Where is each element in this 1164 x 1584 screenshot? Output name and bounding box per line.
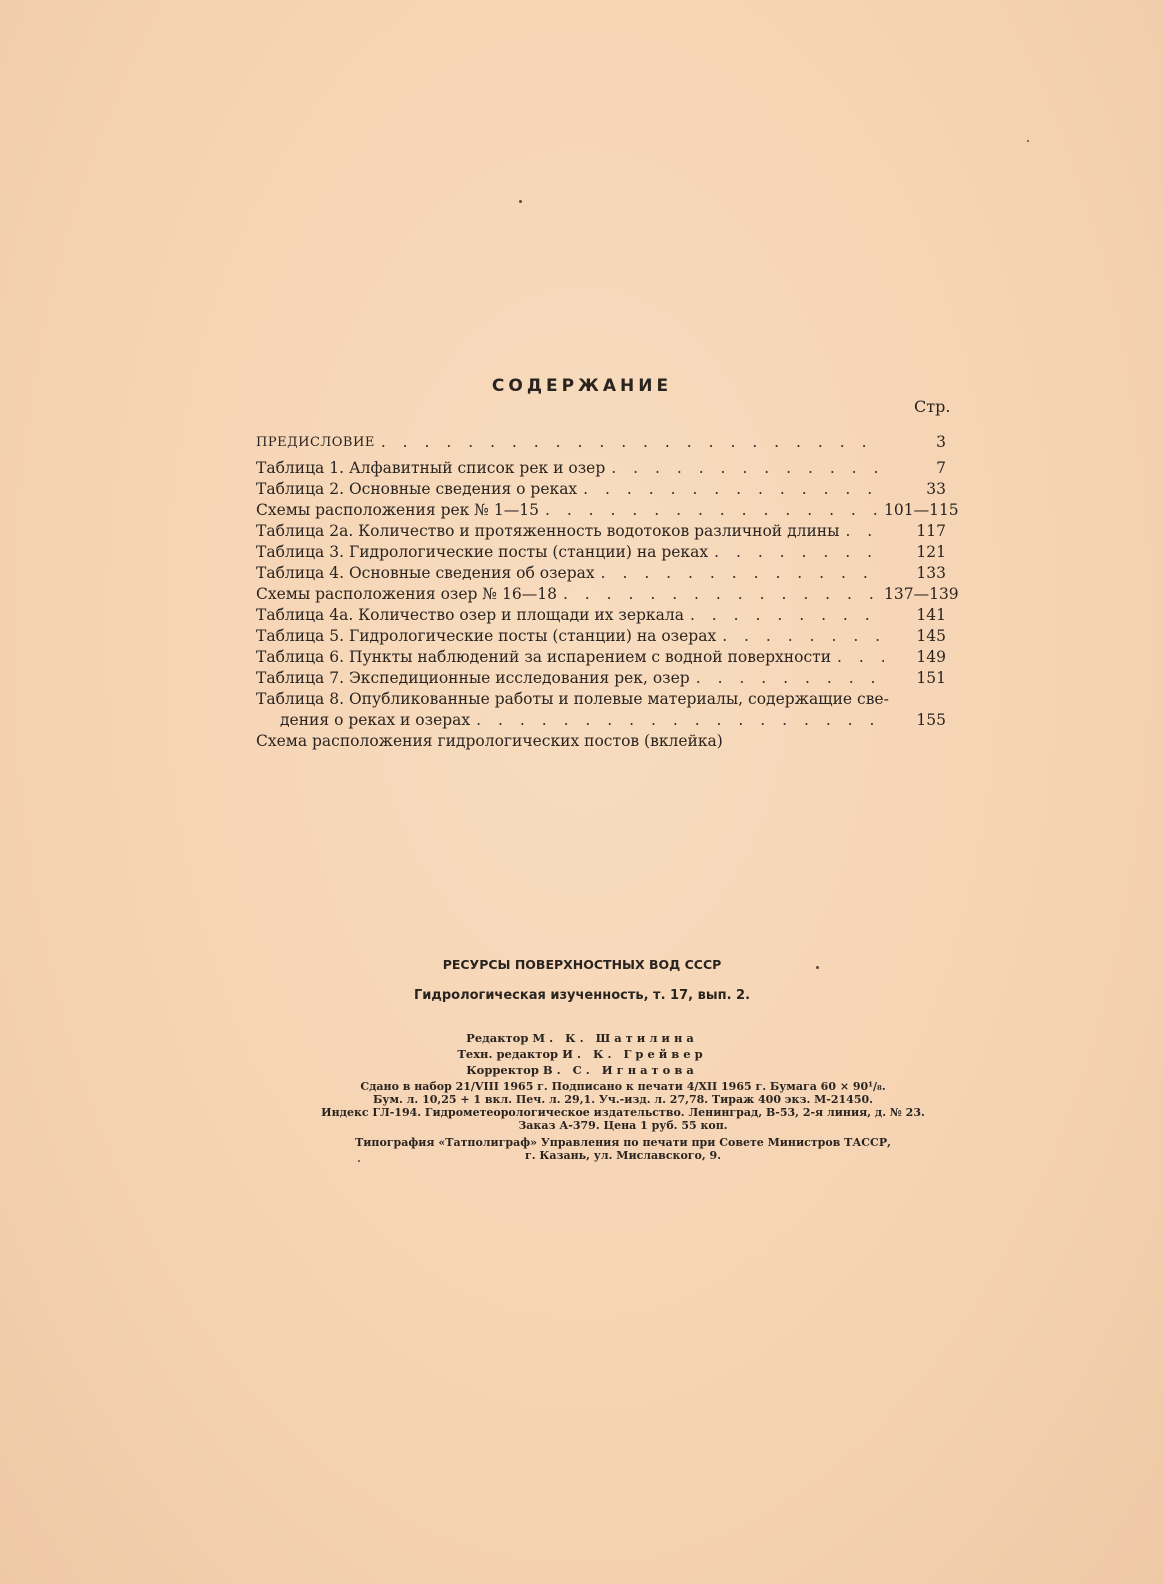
toc-entry-title: Таблица 5. Гидрологические посты (станции) на озерах (256, 627, 717, 645)
toc-leader-dots (716, 626, 884, 647)
credits (0, 1030, 1164, 1078)
proofreader-line: Корректор В. С. Игнатова (466, 1063, 698, 1077)
volume-title: Гидрологическая изученность, т. 17, вып. 2. (413, 988, 751, 1003)
toc-leader-dots (595, 563, 884, 584)
toc-entry-page: 133 (916, 564, 946, 582)
toc-leader-dots (690, 668, 884, 689)
toc-leader-dots (470, 710, 884, 731)
toc-entry-title: Таблица 6. Пункты наблюдений за испарением с водной поверхности (256, 648, 832, 666)
toc-entry-page: 7 (936, 459, 946, 477)
colophon-line: Заказ А-379. Цена 1 руб. 55 коп. (518, 1119, 728, 1132)
page-column-label: Стр. (914, 397, 951, 416)
toc-entry[interactable] (256, 563, 956, 584)
toc-entry[interactable] (256, 584, 959, 605)
paper-speck (816, 966, 819, 969)
toc-entry[interactable] (256, 521, 956, 542)
toc-entry[interactable] (256, 542, 956, 563)
toc-leader-dots (557, 584, 884, 605)
paper-speck (358, 1160, 360, 1162)
tech-editor-line: Техн. редактор И. К. Грейвер (457, 1047, 707, 1061)
toc-entry[interactable] (256, 605, 956, 626)
toc-leader-dots (577, 479, 884, 500)
colophon-line: Бум. л. 10,25 + 1 вкл. Печ. л. 29,1. Уч.-изд. л. 27,78. Тираж 400 экз. М-21450. (373, 1093, 873, 1106)
colophon-line: Типография «Татполиграф» Управления по печати при Совете Министров ТАССР, (355, 1136, 891, 1149)
toc-leader-dots (708, 542, 884, 563)
toc-entry-title: Схема расположения гидрологических постов (вклейка) (256, 732, 723, 750)
editor-line: Редактор М. К. Шатилина (466, 1031, 698, 1045)
toc-leader-dots (605, 458, 884, 479)
toc-entry[interactable] (256, 432, 956, 453)
editor-name: М. К. Шатилина (532, 1031, 698, 1045)
toc-entry-title: ПРЕДИСЛОВИЕ (256, 435, 375, 450)
colophon-line: Сдано в набор 21/VIII 1965 г. Подписано к печати 4/XII 1965 г. Бумага 60 × 90¹/₈. (360, 1080, 886, 1093)
toc-entry-title: Таблица 8. Опубликованные работы и полевые материалы, содержащие све- (256, 690, 889, 708)
paper-speck (1027, 140, 1029, 142)
toc-entry-page: 137—139 (884, 585, 959, 603)
toc-entry[interactable] (256, 500, 959, 521)
toc-entry-page: 151 (916, 669, 946, 687)
toc-entry[interactable] (256, 479, 956, 500)
toc-leader-dots (831, 647, 884, 668)
colophon-line: г. Казань, ул. Миславского, 9. (524, 1149, 722, 1162)
toc-entry-title: Таблица 1. Алфавитный список рек и озер (256, 459, 606, 477)
toc-entry-title: Таблица 4. Основные сведения об озерах (256, 564, 595, 582)
toc-entry-title: Таблица 2. Основные сведения о реках (256, 480, 578, 498)
colophon-line: Индекс ГЛ-194. Гидрометеорологическое издательство. Ленинград, В-53, 2-я линия, д. № 23. (321, 1106, 925, 1119)
series-title: РЕСУРСЫ ПОВЕРХНОСТНЫХ ВОД СССР (442, 957, 722, 972)
toc-entry-title: Таблица 4а. Количество озер и площади их зеркала (256, 606, 684, 624)
toc-entry-page: 33 (926, 480, 946, 498)
toc-entry[interactable] (256, 668, 956, 689)
table-of-contents (256, 432, 959, 752)
toc-entry-title: Таблица 3. Гидрологические посты (станции) на реках (256, 543, 709, 561)
toc-entry[interactable] (256, 458, 956, 479)
toc-entry-page: 141 (916, 606, 946, 624)
toc-entry[interactable] (256, 731, 956, 752)
toc-entry-title: Схемы расположения рек № 1—15 (256, 501, 539, 519)
toc-heading: СОДЕРЖАНИЕ (491, 376, 673, 396)
toc-entry[interactable] (256, 689, 956, 731)
toc-entry-page: 149 (916, 648, 946, 666)
toc-entry[interactable] (256, 626, 956, 647)
paper-speck (519, 200, 522, 203)
proofreader-name: В. С. Игнатова (542, 1063, 698, 1077)
tech-editor-name: И. К. Грейвер (562, 1047, 707, 1061)
toc-entry-page: 3 (936, 433, 946, 451)
toc-entry-title: Таблица 7. Экспедиционные исследования рек, озер (256, 669, 690, 687)
toc-leader-dots (375, 432, 884, 453)
colophon (288, 1080, 958, 1162)
toc-entry[interactable] (256, 647, 956, 668)
toc-entry-title-continued: дения о реках и озерах (280, 711, 471, 729)
toc-leader-dots (539, 500, 884, 521)
toc-entry-page: 117 (916, 522, 946, 540)
toc-entry-page: 121 (916, 543, 946, 561)
toc-entry-page: 155 (916, 711, 946, 729)
toc-leader-dots (839, 521, 884, 542)
toc-entry-title: Схемы расположения озер № 16—18 (256, 585, 557, 603)
toc-entry-page: 145 (916, 627, 946, 645)
toc-entry-title: Таблица 2а. Количество и протяженность водотоков различной длины (256, 522, 840, 540)
toc-leader-dots (684, 605, 884, 626)
toc-entry-page: 101—115 (884, 501, 959, 519)
